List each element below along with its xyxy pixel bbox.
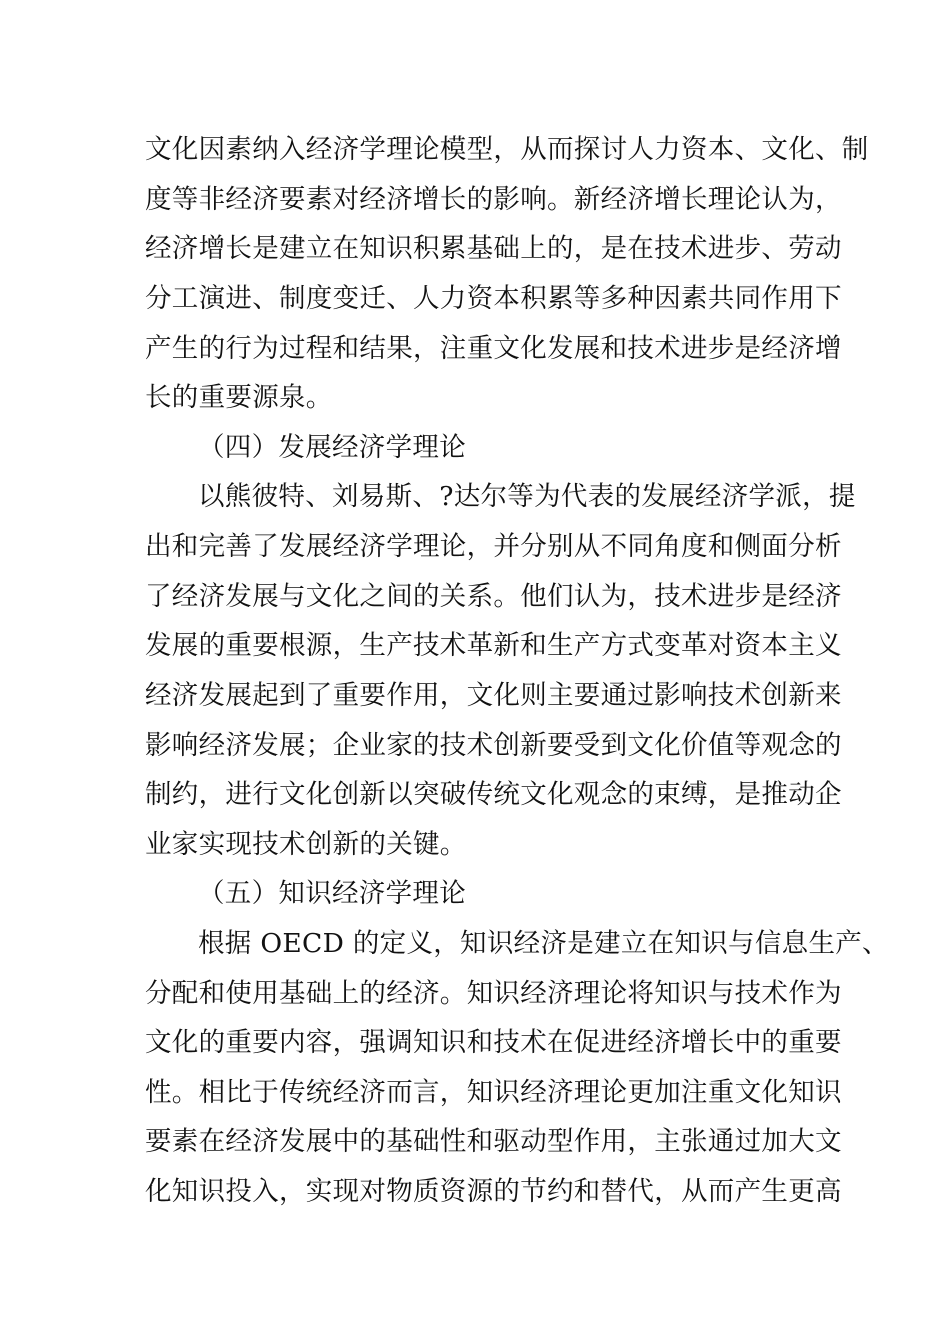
text-line: 长的重要源泉。 xyxy=(145,382,333,413)
text-line: 文化因素纳入经济学理论模型，从而探讨人力资本、文化、制 xyxy=(145,134,869,165)
text-line: 业家实现技术创新的关键。 xyxy=(145,829,467,860)
paragraph-first-line: 根据 OECD 的定义，知识经济是建立在知识与信息生产、 xyxy=(198,928,889,959)
text-line: 产生的行为过程和结果，注重文化发展和技术进步是经济增 xyxy=(145,333,842,364)
text-line: 了经济发展与文化之间的关系。他们认为，技术进步是经济 xyxy=(145,581,842,612)
text-line: 出和完善了发展经济学理论，并分别从不同角度和侧面分析 xyxy=(145,531,842,562)
text-line: 分配和使用基础上的经济。知识经济理论将知识与技术作为 xyxy=(145,978,842,1009)
text-line: 制约，进行文化创新以突破传统文化观念的束缚，是推动企 xyxy=(145,779,842,810)
text-line: 分工演进、制度变迁、人力资本积累等多种因素共同作用下 xyxy=(145,283,842,314)
paragraph-first-line: 以熊彼特、刘易斯、?达尔等为代表的发展经济学派，提 xyxy=(198,481,856,512)
section-heading: （五）知识经济学理论 xyxy=(198,878,466,909)
text-line: 影响经济发展；企业家的技术创新要受到文化价值等观念的 xyxy=(145,730,842,761)
section-heading: （四）发展经济学理论 xyxy=(198,432,466,463)
text-line: 度等非经济要素对经济增长的影响。新经济增长理论认为， xyxy=(145,184,842,215)
text-line: 性。相比于传统经济而言，知识经济理论更加注重文化知识 xyxy=(145,1077,842,1108)
text-line: 经济增长是建立在知识积累基础上的，是在技术进步、劳动 xyxy=(145,233,842,264)
text-line: 经济发展起到了重要作用，文化则主要通过影响技术创新来 xyxy=(145,680,842,711)
text-line: 文化的重要内容，强调知识和技术在促进经济增长中的重要 xyxy=(145,1027,842,1058)
text-line: 化知识投入，实现对物质资源的节约和替代，从而产生更高 xyxy=(145,1176,842,1207)
text-line: 要素在经济发展中的基础性和驱动型作用，主张通过加大文 xyxy=(145,1126,842,1157)
text-line: 发展的重要根源，生产技术革新和生产方式变革对资本主义 xyxy=(145,630,842,661)
